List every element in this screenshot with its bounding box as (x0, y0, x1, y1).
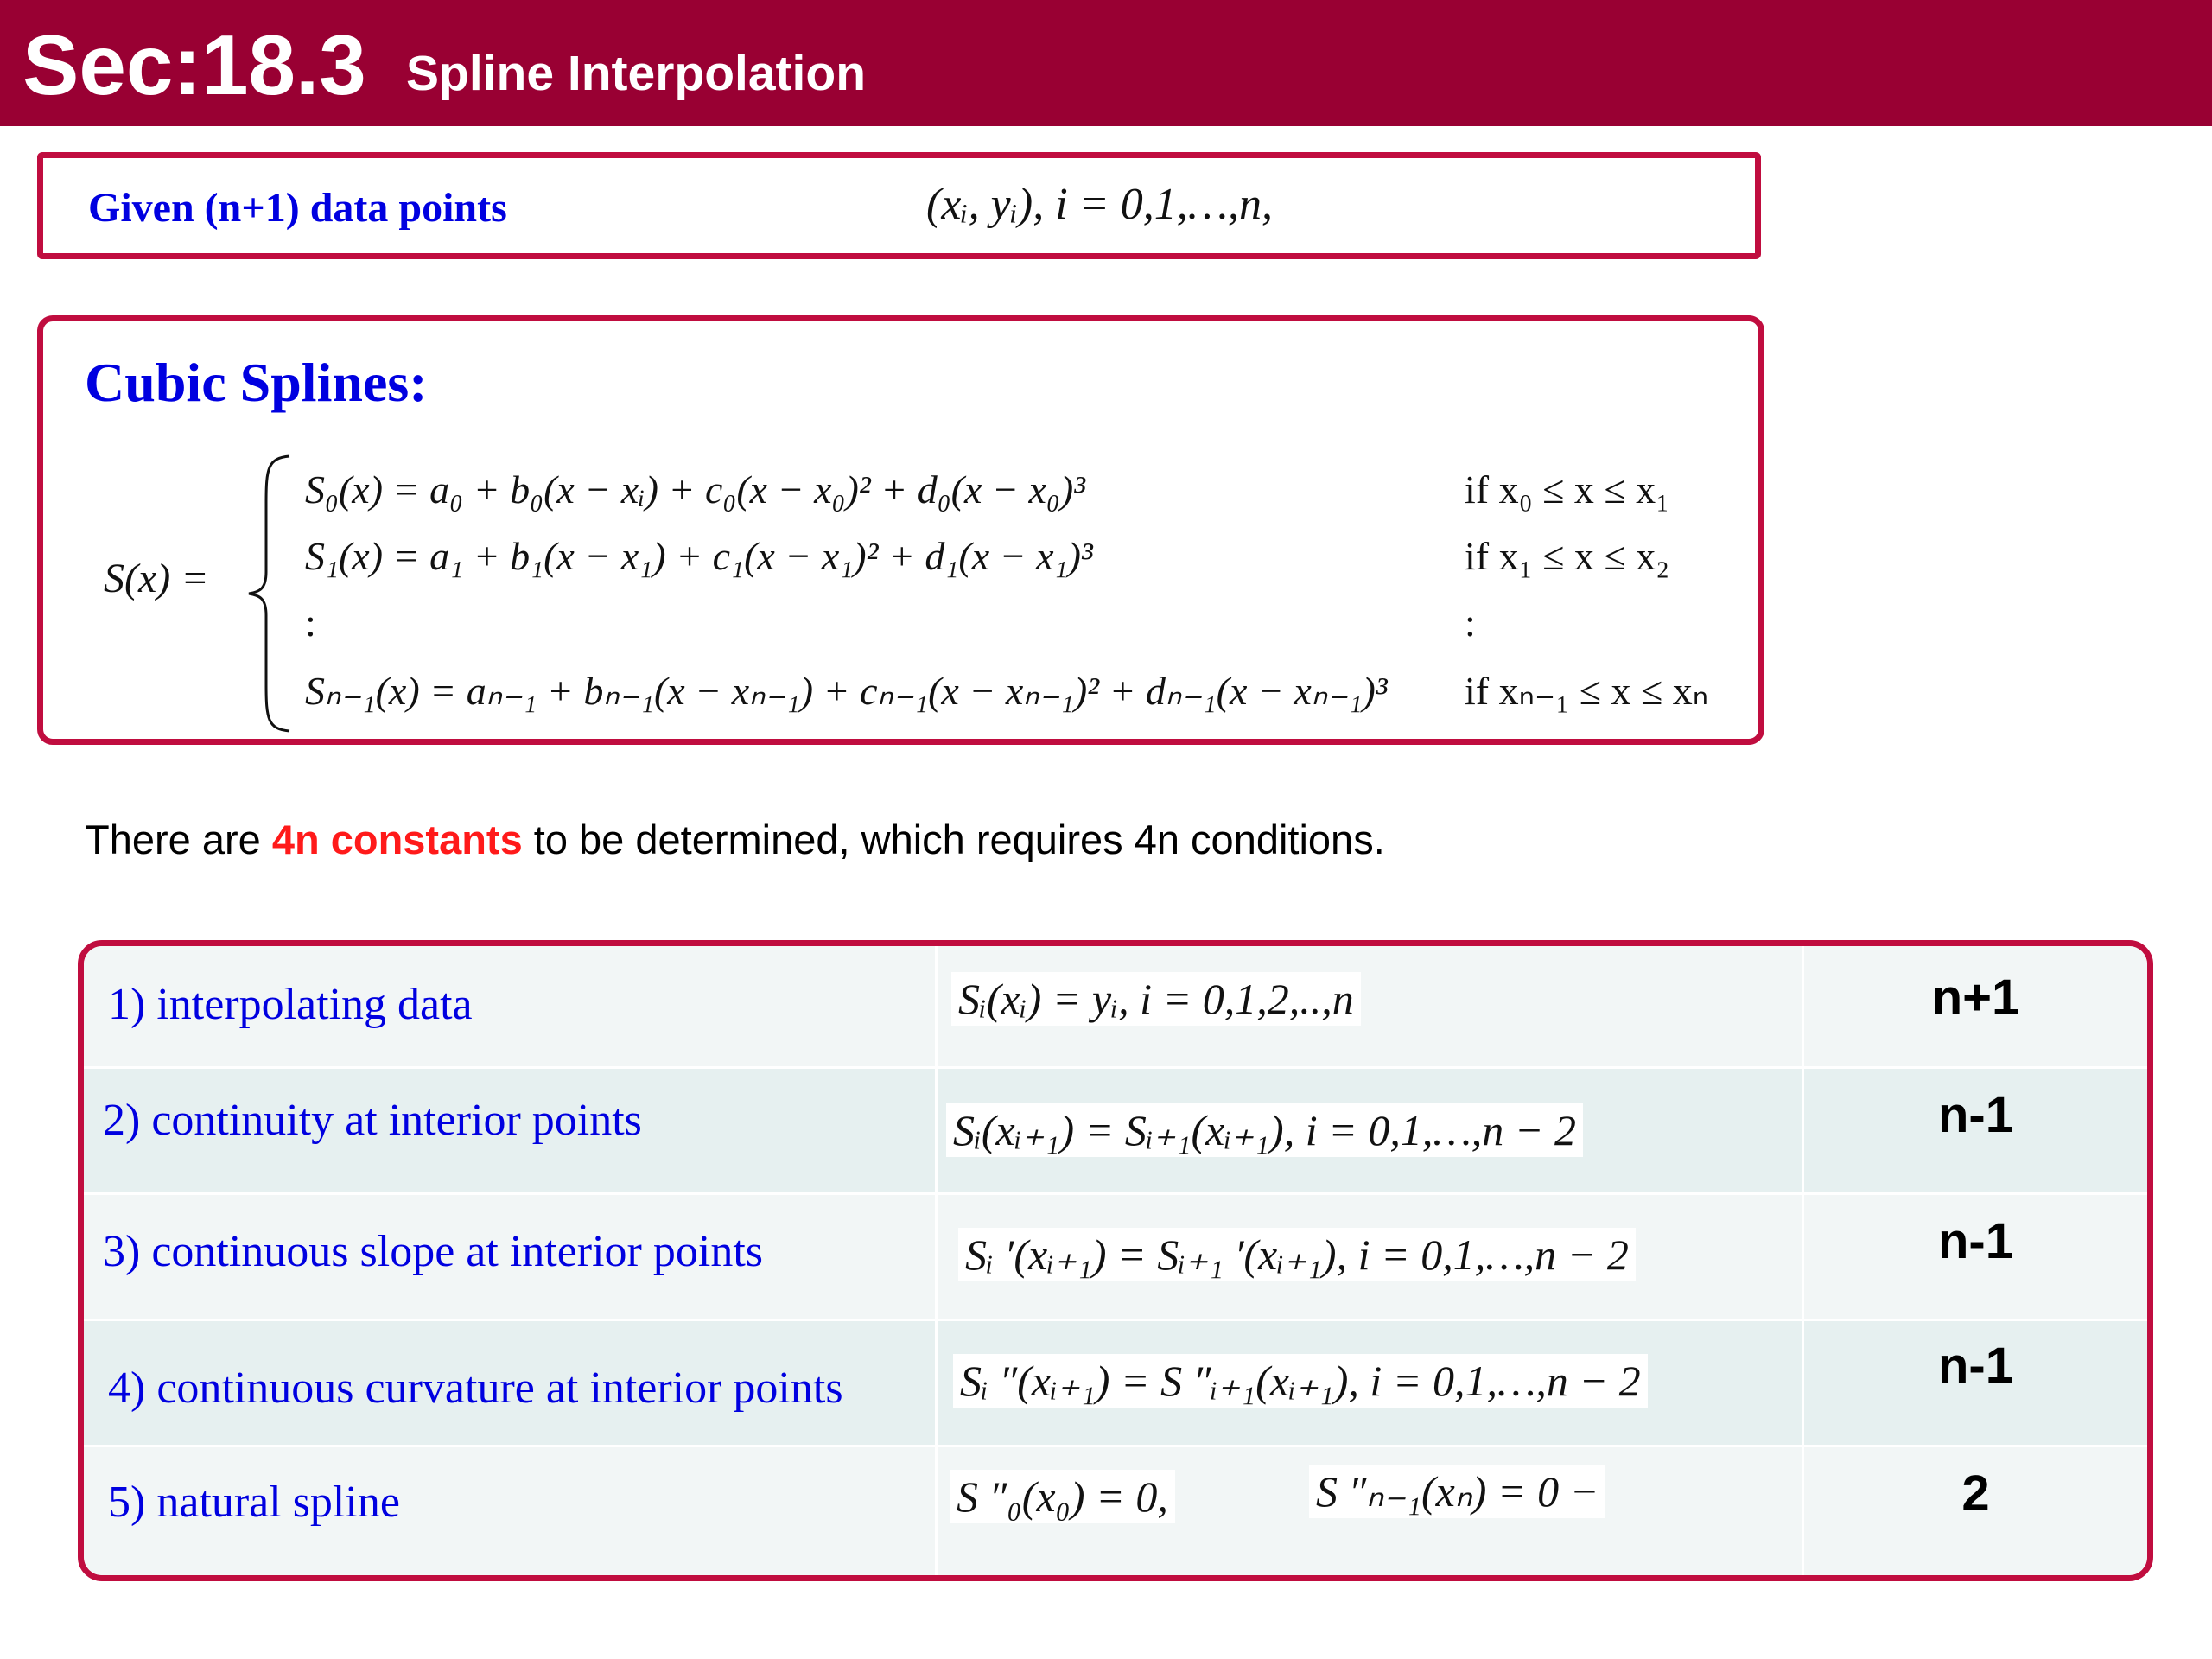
spline-lhs: S(x) = (104, 556, 209, 601)
condition-count: 2 (1961, 1465, 1990, 1522)
condition-label: 3) continuous slope at interior points (103, 1227, 764, 1276)
table-row (84, 1319, 2147, 1446)
condition-label: 5) natural spline (108, 1478, 400, 1527)
spline-cond-0: if x₀ ≤ x ≤ x₁ (1465, 467, 1670, 512)
spline-cond-last: if xₙ₋₁ ≤ x ≤ xₙ (1465, 669, 1709, 713)
row-divider (84, 1066, 2147, 1069)
spline-cond-ellipsis: : (1465, 601, 1476, 645)
condition-count: n+1 (1931, 969, 2020, 1026)
constants-sentence (85, 816, 1385, 863)
given-math: (xᵢ, yᵢ), i = 0,1,…,n, (926, 180, 1274, 229)
condition-math: S ″₀(x₀) = 0, (950, 1470, 1175, 1523)
spline-piece-last: Sₙ₋₁(x) = aₙ₋₁ + bₙ₋₁(x − xₙ₋₁) + cₙ₋₁(x − xₙ₋₁)² + dₙ₋₁(x − xₙ₋₁)³ (305, 669, 1388, 713)
spline-piece-1: S₁(x) = a₁ + b₁(x − x₁) + c₁(x − x₁)² + d₁(x − x₁)³ (305, 534, 1093, 578)
spline-piece-0: S₀(x) = a₀ + b₀(x − xᵢ) + c₀(x − x₀)² + d₀(x − x₀)³ (305, 467, 1085, 512)
row-divider (84, 1192, 2147, 1195)
cubic-splines-title: Cubic Splines: (85, 352, 428, 413)
spline-ellipsis: : (305, 601, 316, 645)
row-divider (84, 1445, 2147, 1447)
table-row (84, 1067, 2147, 1193)
condition-label: 4) continuous curvature at interior points (108, 1363, 843, 1413)
sentence-before: There are (85, 817, 272, 862)
table-row (84, 1193, 2147, 1319)
column-divider (1802, 946, 1804, 1581)
condition-label: 2) continuity at interior points (103, 1096, 642, 1145)
condition-count: n-1 (1938, 1338, 2013, 1394)
condition-math: Sᵢ ′(xᵢ₊₁) = Sᵢ₊₁ ′(xᵢ₊₁), i = 0,1,…,n − 2 (958, 1228, 1636, 1281)
given-label: Given (n+1) data points (88, 185, 507, 231)
curly-brace-icon (242, 451, 302, 736)
spline-cond-1: if x₁ ≤ x ≤ x₂ (1465, 534, 1670, 578)
cubic-splines-box (37, 315, 1764, 745)
row-divider (84, 1319, 2147, 1321)
sentence-highlight: 4n constants (271, 817, 523, 862)
condition-count: n-1 (1938, 1213, 2013, 1269)
section-number: Sec:18.3 (22, 17, 366, 112)
condition-math: Sᵢ(xᵢ₊₁) = Sᵢ₊₁(xᵢ₊₁), i = 0,1,…,n − 2 (946, 1103, 1583, 1157)
column-divider (935, 946, 938, 1581)
condition-label: 1) interpolating data (108, 980, 473, 1029)
condition-math: Sᵢ ″(xᵢ₊₁) = S ″ᵢ₊₁(xᵢ₊₁), i = 0,1,…,n − 2 (953, 1354, 1648, 1408)
conditions-table (78, 940, 2153, 1581)
given-box (37, 152, 1761, 259)
condition-math-second: S ″ₙ₋₁(xₙ) = 0 − (1309, 1465, 1605, 1518)
condition-math: Sᵢ(xᵢ) = yᵢ, i = 0,1,2,..,n (951, 972, 1361, 1026)
table-row (84, 946, 2147, 1067)
sentence-after: to be determined, which requires 4n conditions. (522, 817, 1385, 862)
slide-header (0, 0, 2212, 126)
section-title: Spline Interpolation (406, 46, 867, 101)
table-row (84, 1446, 2147, 1581)
condition-count: n-1 (1938, 1087, 2013, 1143)
